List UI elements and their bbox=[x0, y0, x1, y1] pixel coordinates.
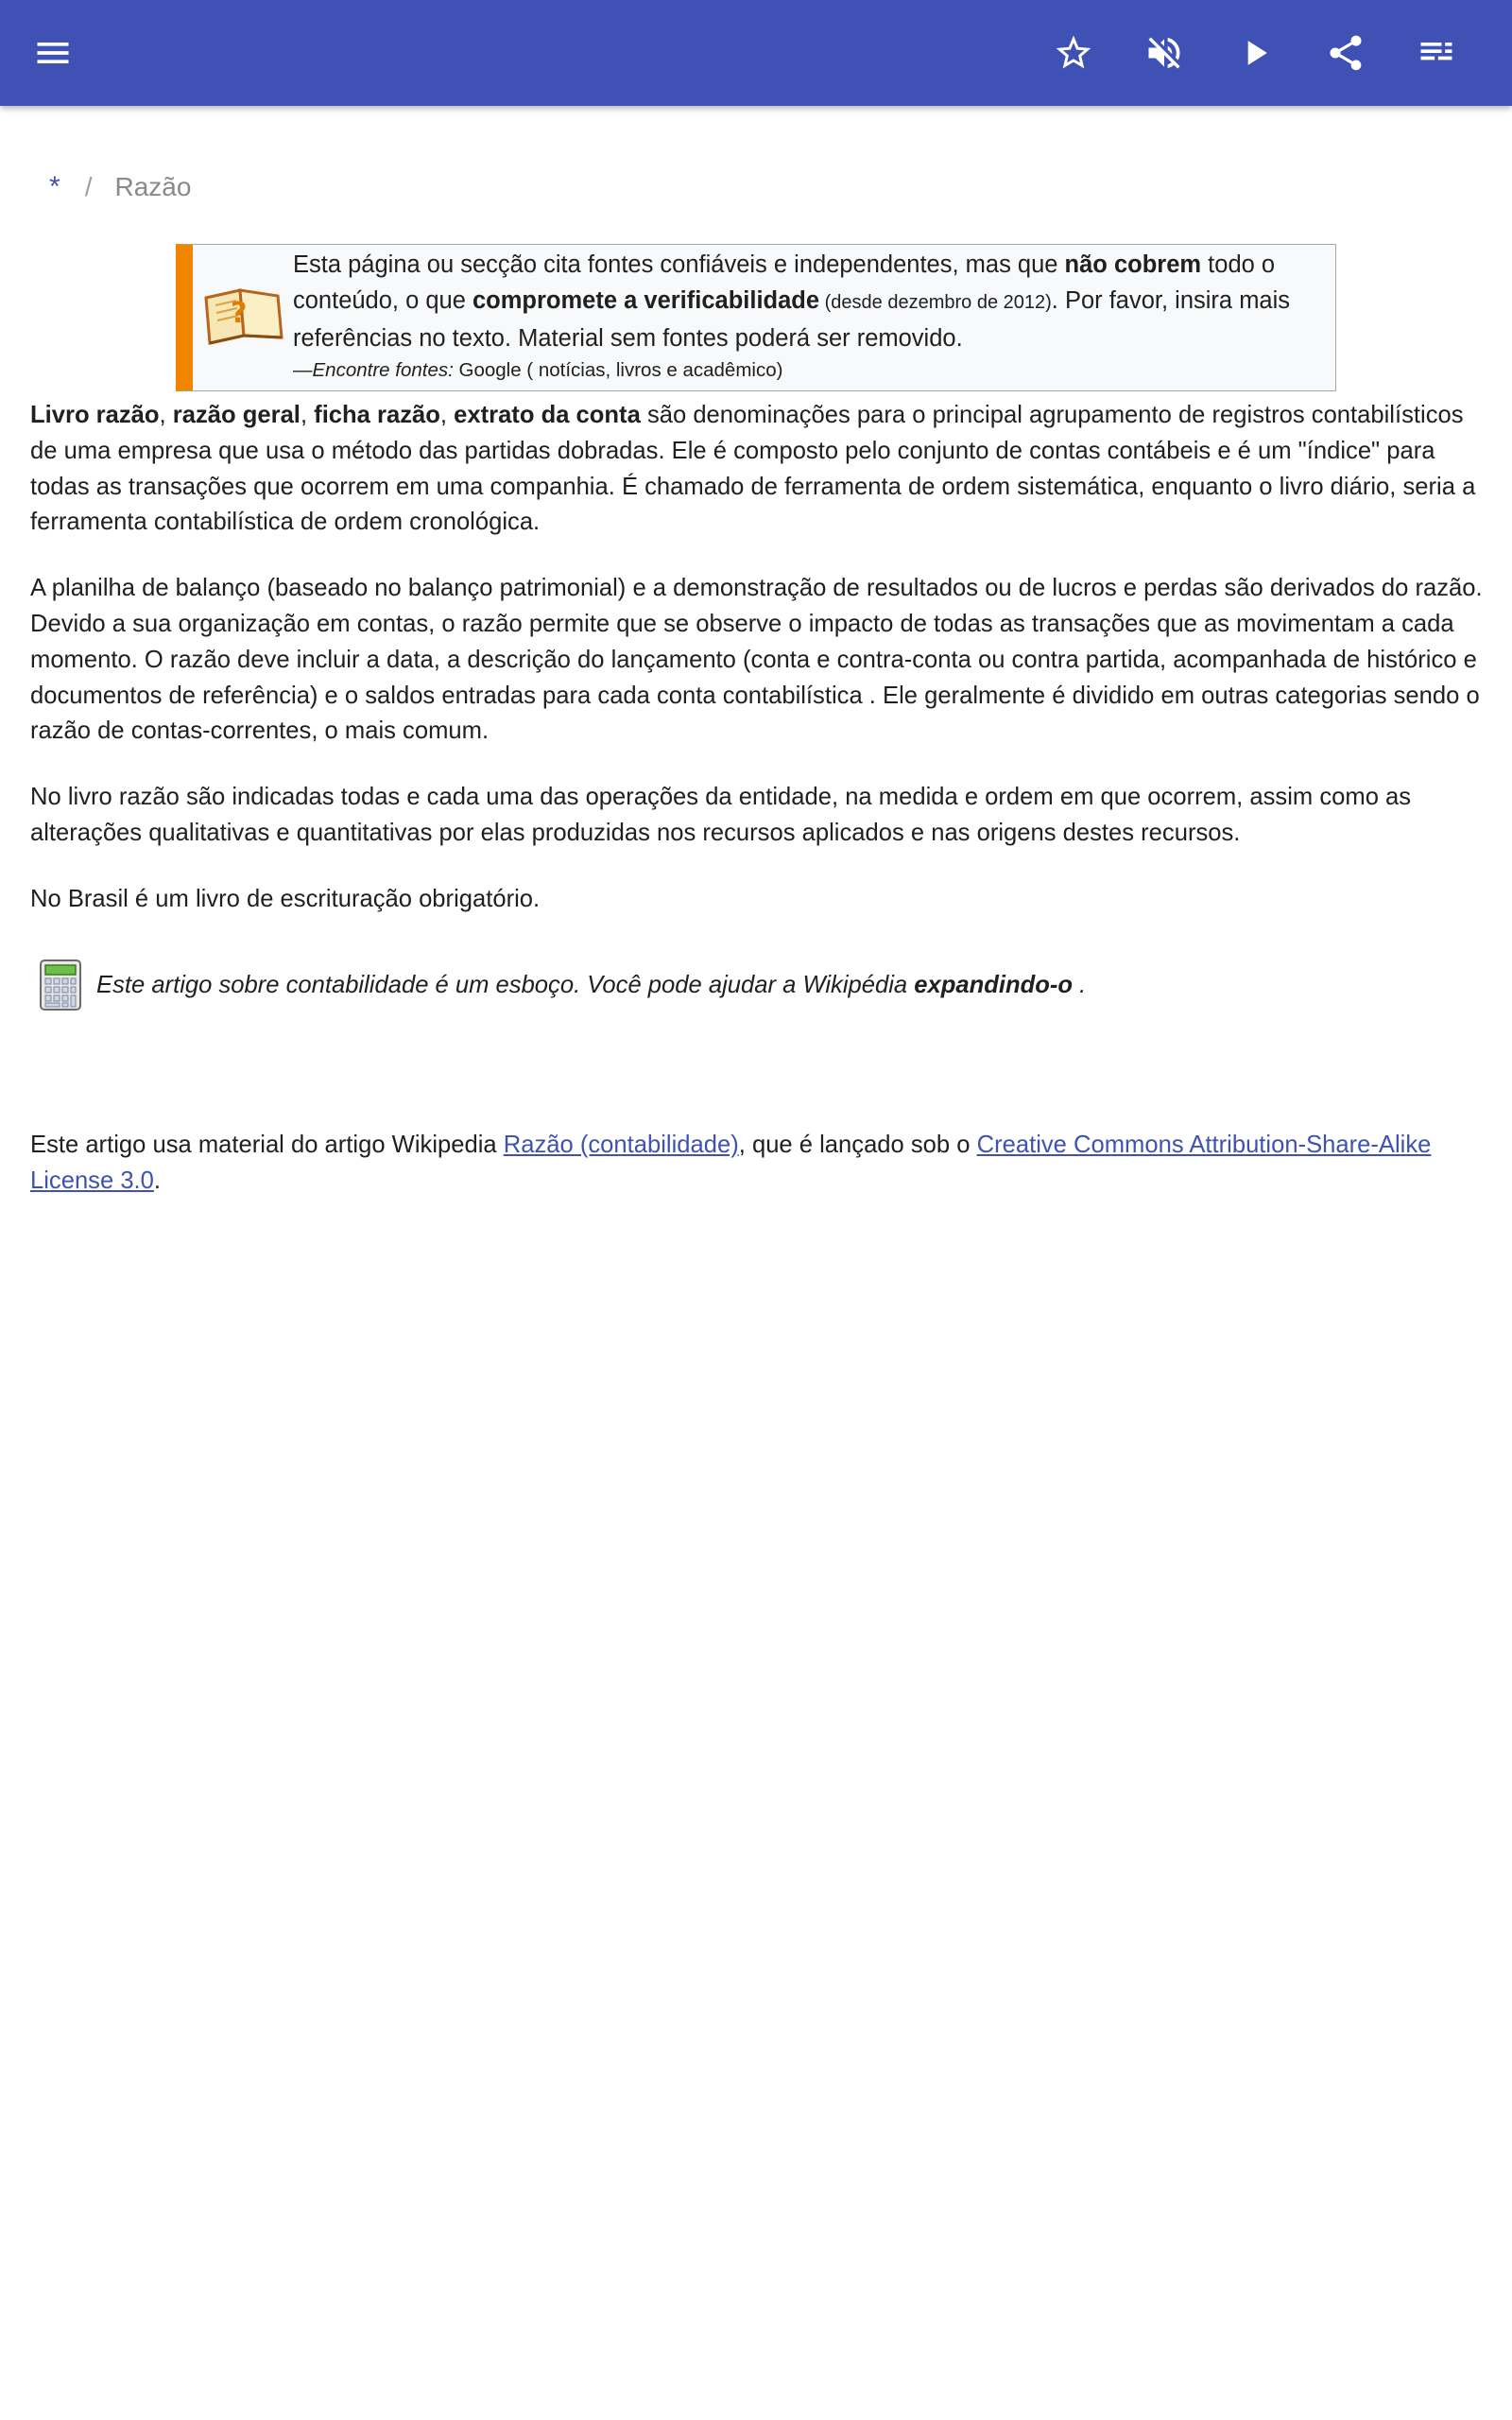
license-link[interactable]: Creative Commons Attribution-Share-Alike License 3.0 bbox=[30, 1132, 1432, 1194]
calculator-icon bbox=[38, 959, 83, 1011]
stub-text-part: Este artigo sobre contabilidade é um esboço. Você pode ajudar a Wikipédia bbox=[96, 971, 915, 998]
attribution-text: , que é lançado sob o bbox=[738, 1132, 977, 1158]
breadcrumb-current: Razão bbox=[114, 172, 192, 201]
stub-notice bbox=[38, 959, 1474, 1011]
term-bold: razão geral bbox=[172, 402, 301, 428]
menu-icon[interactable] bbox=[23, 23, 83, 83]
find-sources-line bbox=[293, 356, 1323, 385]
article-body bbox=[30, 398, 1486, 948]
notice-text-part: Esta página ou secção cita fontes confiáveis e independentes, mas que bbox=[293, 251, 1065, 278]
notice-bold-text: compromete a verificabilidade bbox=[472, 287, 820, 314]
stub-text bbox=[96, 972, 1086, 999]
article-paragraph: A planilha de balanço (baseado no balanço patrimonial) e a demonstração de resultados ou de lucros e perdas são derivados do razão. Devido a sua organização em contas, o razão permite que se observe o impacto de todas as transações que as movimentam a cada momento. O razão deve incluir a data, a descrição do lançamento (conta e contra-conta ou contra partida, acompanhada de histórico e documentos de referência) e o saldos entradas para cada conta contabilística . Ele geralmente é dividido em outras categorias sendo o razão de contas-correntes, o mais comum. bbox=[30, 575, 1483, 745]
notice-text-part: conteúdo, o que bbox=[293, 287, 472, 314]
breadcrumb-home-link[interactable]: * bbox=[49, 171, 60, 202]
svg-text:?: ? bbox=[231, 297, 248, 330]
stub-text-part: . bbox=[1073, 971, 1087, 998]
notice-bold-text: não cobrem bbox=[1064, 251, 1202, 278]
article-paragraph: No livro razão são indicadas todas e cada uma das operações da entidade, na medida e ordem em que ocorrem, assim como as alterações qualitativas e quantitativas por elas produzidas nos recursos aplicados e nas origens destes recursos. bbox=[30, 784, 1412, 846]
playlist-icon[interactable] bbox=[1406, 23, 1467, 83]
attribution-text: . bbox=[153, 1167, 162, 1194]
term-bold: Livro razão bbox=[30, 402, 160, 428]
notice-text-part: todo o bbox=[1201, 251, 1276, 278]
find-sources-dash: — bbox=[293, 359, 313, 381]
notice-date: (desde dezembro de 2012) bbox=[819, 292, 1052, 313]
attribution-note bbox=[30, 1128, 1486, 1200]
breadcrumb-separator: / bbox=[84, 172, 93, 201]
sources-notice-box bbox=[176, 244, 1336, 391]
play-icon[interactable] bbox=[1225, 23, 1285, 83]
notice-text bbox=[293, 247, 1323, 385]
notice-text-part: . Por favor, insira mais bbox=[1051, 287, 1291, 314]
term-bold: extrato da conta bbox=[454, 402, 641, 428]
source-article-link[interactable]: Razão (contabilidade) bbox=[503, 1132, 739, 1158]
term-separator: , bbox=[159, 402, 173, 428]
term-separator: , bbox=[300, 402, 315, 428]
share-icon[interactable] bbox=[1315, 23, 1376, 83]
notice-text-part: referências no texto. Material sem fontes poderá ser removido. bbox=[293, 325, 963, 352]
article-paragraph: No Brasil é um livro de escrituração obrigatório. bbox=[30, 885, 541, 912]
term-bold: ficha razão bbox=[314, 402, 440, 428]
volume-off-icon[interactable] bbox=[1134, 23, 1194, 83]
attribution-text: Este artigo usa material do artigo Wikipedia bbox=[30, 1132, 504, 1158]
star-outline-icon[interactable] bbox=[1043, 23, 1104, 83]
article-paragraph bbox=[30, 398, 1486, 541]
book-question-icon bbox=[202, 277, 285, 349]
find-sources-label: Encontre fontes: bbox=[312, 359, 454, 381]
find-sources-links[interactable]: Google ( notícias, livros e acadêmico) bbox=[453, 359, 783, 381]
app-bar bbox=[0, 0, 1512, 106]
paragraph-text: são denominações para o principal agrupamento de registros contabilísticos de uma empresa que usa o método das partidas dobradas. Ele é composto pelo conjunto de contas contábeis e é um "índice" para todas as transações que ocorrem em uma companhia. É chamado de ferramenta de ordem sistemática, enquanto o livro diário, seria a ferramenta contabilística de ordem cronológica. bbox=[30, 402, 1476, 536]
expand-link[interactable]: expandindo-o bbox=[914, 971, 1074, 998]
term-separator: , bbox=[439, 402, 455, 428]
breadcrumb bbox=[49, 168, 191, 206]
